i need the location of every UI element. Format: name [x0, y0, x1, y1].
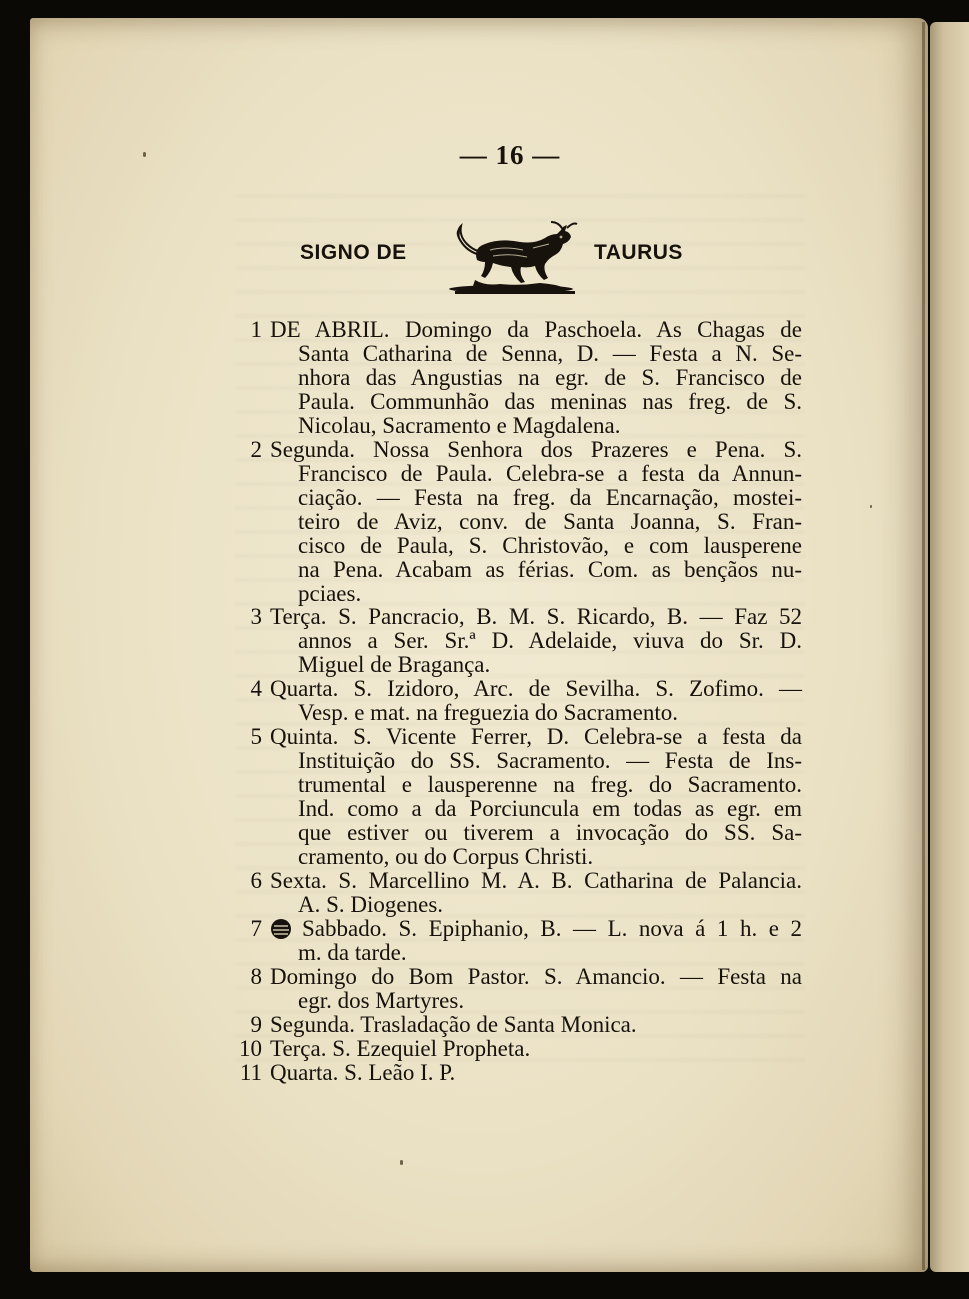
entry-line: Quarta. S. Leão I. P. — [270, 1060, 456, 1085]
taurus-bull-icon — [445, 220, 580, 298]
entry-line: Terça. S. Pancracio, B. M. S. Ricardo, B. — Faz 52 — [270, 604, 802, 629]
entry-line: Paula. Communhão das meninas nas freg. de S. — [298, 389, 802, 414]
day-number: 4 — [250, 676, 262, 701]
entry-line: A. S. Diogenes. — [298, 892, 444, 917]
entry-line: Ind. como a da Porciuncula em todas as egr. em — [298, 796, 802, 821]
new-moon-icon — [270, 918, 292, 940]
day-number: 9 — [250, 1012, 262, 1037]
entry-line: Segunda. Nossa Senhora dos Prazeres e Pena. S. — [270, 437, 802, 462]
calendar-entry — [222, 725, 802, 869]
entry-line: egr. dos Martyres. — [298, 988, 465, 1013]
entry-line: Sexta. S. Marcellino M. A. B. Catharina de Palancia. — [270, 868, 802, 893]
page-number: — 16 — — [459, 140, 561, 170]
entry-line: Nicolau, Sacramento e Magdalena. — [298, 413, 621, 438]
day-number: 2 — [250, 437, 262, 462]
calendar-entry — [222, 1013, 802, 1037]
day-number: 10 — [239, 1036, 262, 1061]
calendar-entry — [222, 965, 802, 1013]
entry-line: Segunda. Trasladação de Santa Monica. — [270, 1012, 637, 1037]
page-gutter — [922, 22, 925, 1270]
day-number: 1 — [250, 317, 262, 342]
day-number: 8 — [250, 964, 262, 989]
entry-line: teiro de Aviz, conv. de Santa Joanna, S. Fran- — [298, 509, 802, 534]
entry-line: Vesp. e mat. na freguezia do Sacramento. — [298, 700, 678, 725]
sign-title-prefix: SIGNO DE — [300, 241, 407, 264]
sign-title-name: TAURUS — [594, 241, 683, 264]
entry-line: Francisco de Paula. Celebra-se a festa da Annun- — [298, 461, 802, 486]
entry-line: nhora das Angustias na egr. de S. Francisco de — [298, 365, 802, 390]
entry-line: Terça. S. Ezequiel Propheta. — [270, 1036, 531, 1061]
entry-line: que estiver ou tiverem a invocação do SS. Sa- — [298, 820, 802, 845]
entry-line: trumental e lausperenne na freg. do Sacramento. — [298, 772, 802, 797]
entry-line: Domingo do Bom Pastor. S. Amancio. — Festa na — [270, 964, 802, 989]
entry-line: Santa Catharina de Senna, D. — Festa a N. Se- — [298, 341, 802, 366]
entry-line-with-moon — [262, 917, 802, 941]
entry-line: pciaes. — [298, 581, 362, 606]
day-number: 3 — [250, 604, 262, 629]
paper-speck — [143, 152, 146, 157]
calendar-entry — [222, 869, 802, 917]
calendar-entry — [222, 677, 802, 725]
paper-speck — [400, 1160, 403, 1165]
calendar-entry — [222, 318, 802, 438]
entry-line: Quinta. S. Vicente Ferrer, D. Celebra-se a festa da — [270, 724, 802, 749]
calendar-entry — [222, 605, 802, 677]
entry-line: m. da tarde. — [298, 940, 407, 965]
calendar-entry — [222, 917, 802, 965]
day-number: 11 — [239, 1060, 262, 1085]
entry-line: cisco de Paula, S. Christovão, e com lausperene — [298, 533, 802, 558]
entry-line: Instituição do SS. Sacramento. — Festa de Ins- — [298, 748, 802, 773]
day-number: 5 — [250, 724, 262, 749]
day-number: 7 — [250, 916, 262, 941]
calendar-entry — [222, 438, 802, 606]
calendar-entry — [222, 1061, 802, 1085]
entry-line: na Pena. Acabam as férias. Com. as bençãos nu- — [298, 557, 802, 582]
paper-speck — [870, 505, 872, 508]
entry-line: cramento, ou do Corpus Christi. — [298, 844, 594, 869]
entry-text: Sabbado. S. Epiphanio, B. — L. nova á 1 h. e 2 — [302, 916, 802, 941]
day-number: 6 — [250, 868, 262, 893]
entry-line: Quarta. S. Izidoro, Arc. de Sevilha. S. Zofimo. — — [270, 676, 802, 701]
entry-line: annos a Ser. Sr.ª D. Adelaide, viuva do Sr. D. — [298, 628, 802, 653]
entry-line: Miguel de Bragança. — [298, 652, 491, 677]
entry-line: DE ABRIL. Domingo da Paschoela. As Chagas de — [270, 317, 802, 342]
entry-line: ciação. — Festa na freg. da Encarnação, mostei- — [298, 485, 802, 510]
calendar-entry — [222, 1037, 802, 1061]
adjacent-page-edge — [930, 22, 969, 1272]
